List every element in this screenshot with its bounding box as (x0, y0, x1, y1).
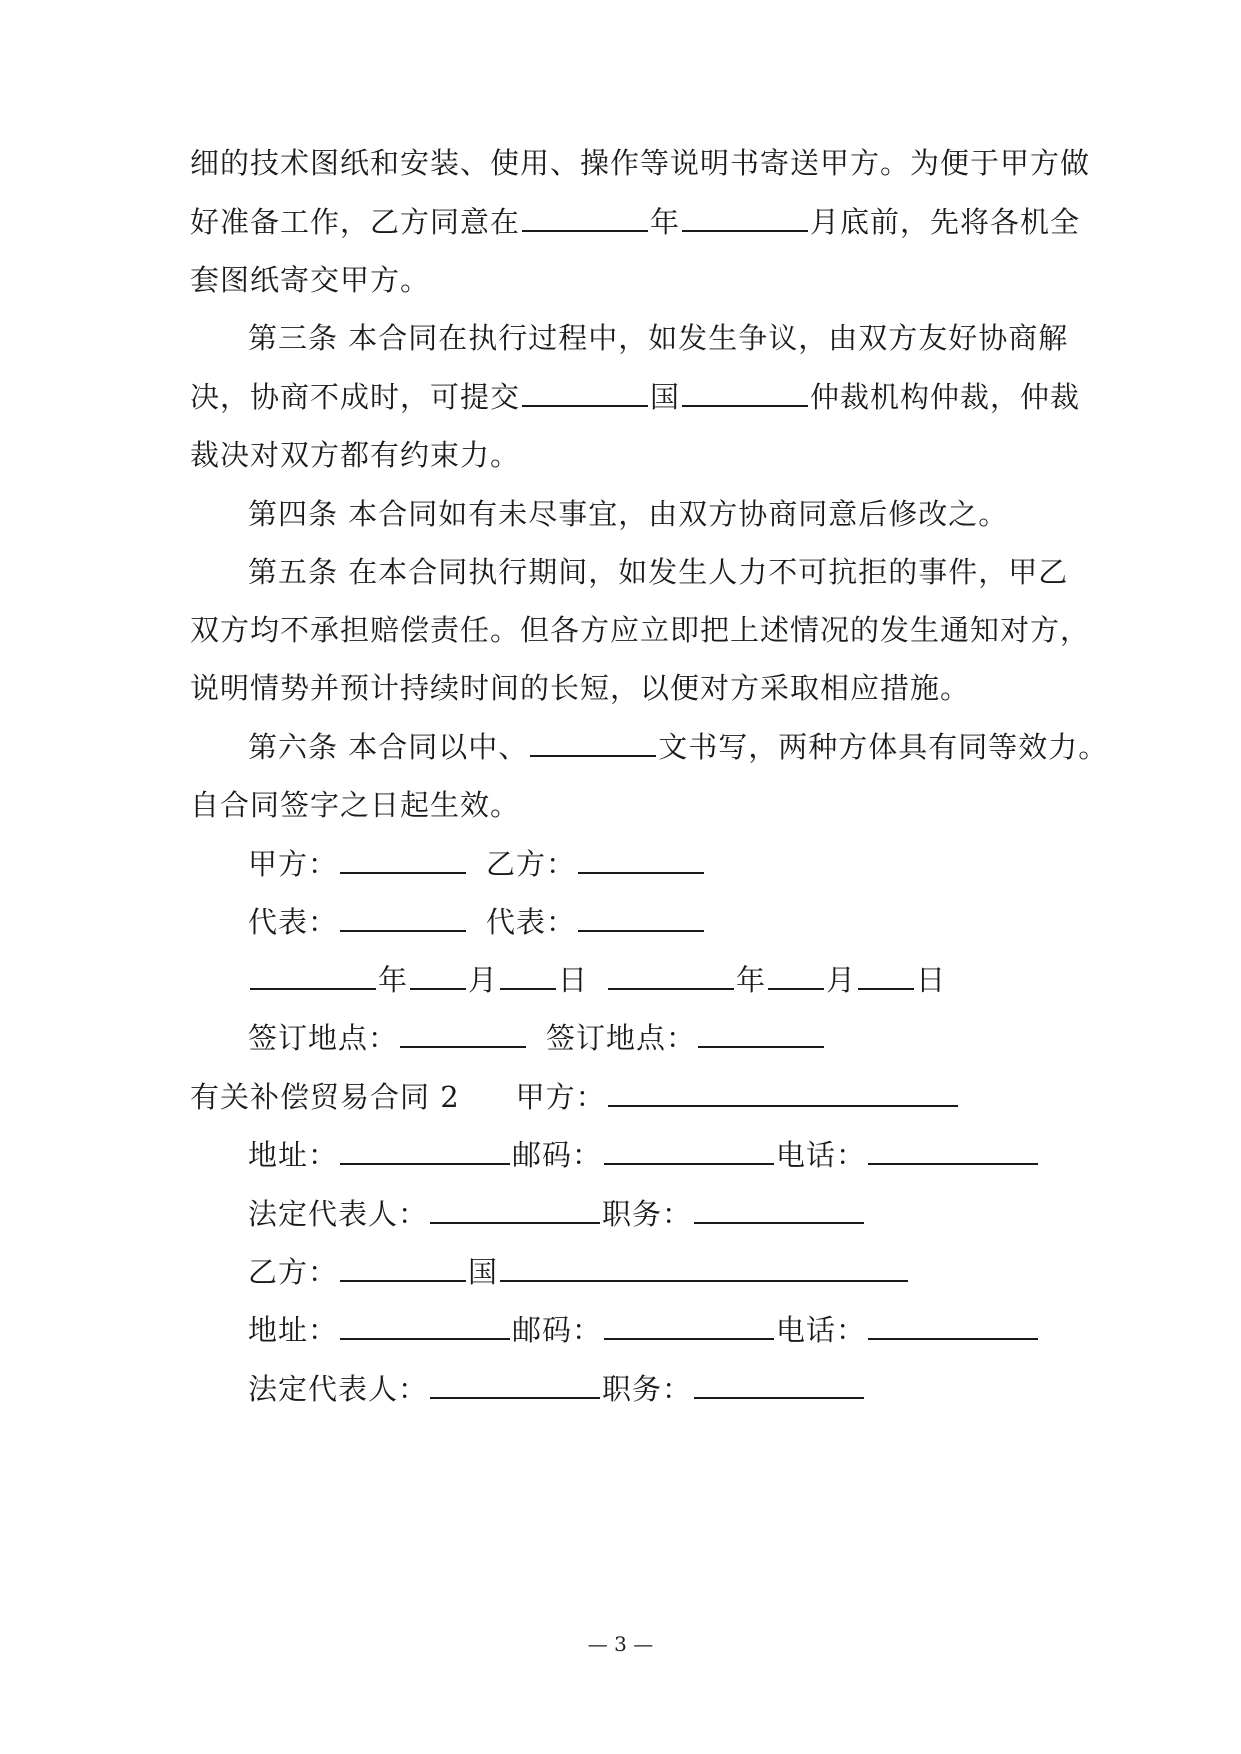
fill-in-blank (868, 1312, 1038, 1340)
article-four-text: 第四条 本合同如有未尽事宜，由双方协商同意后修改之。 (248, 497, 1009, 531)
fill-in-blank (410, 962, 466, 990)
fill-in-blank (250, 962, 376, 990)
text-line (190, 202, 1080, 242)
paragraph-text: 自合同签字之日起生效。 (190, 788, 521, 822)
fill-in-blank (608, 962, 734, 990)
contract2-title-line (190, 1077, 960, 1117)
day-label: 日 (916, 963, 947, 997)
text-line (190, 143, 1090, 183)
signature-date-line (248, 960, 946, 1000)
paragraph-text: 好准备工作，乙方同意在 (190, 205, 521, 239)
position-label: 职务： (602, 1372, 693, 1406)
paragraph-text: 决，协商不成时，可提交 (190, 380, 521, 414)
text-line (248, 494, 1008, 534)
country-label: 国 (468, 1255, 499, 1289)
text-line (190, 668, 970, 708)
paragraph-text: 国 (650, 380, 681, 414)
party-b-label: 乙方： (486, 847, 577, 881)
contract-title: 有关补偿贸易合同 2 (190, 1080, 460, 1114)
party-b-rep-line (248, 1369, 866, 1409)
text-line (248, 552, 1068, 592)
party-b-address-line (248, 1310, 1040, 1350)
paragraph-text: 套图纸寄交甲方。 (190, 263, 431, 297)
year-label: 年 (736, 963, 767, 997)
paragraph-text: 说明情势并预计持续时间的长短，以便对方采取相应措施。 (190, 671, 971, 705)
rep-label: 代表： (486, 905, 577, 939)
signature-rep-line (248, 902, 706, 942)
party-b-label: 乙方： (248, 1255, 339, 1289)
fill-in-blank (868, 1137, 1038, 1165)
fill-in-blank (340, 846, 466, 874)
fill-in-blank (340, 1312, 510, 1340)
fill-in-blank (694, 1371, 864, 1399)
fill-in-blank (340, 1137, 510, 1165)
party-a-address-line (248, 1135, 1040, 1175)
fill-in-blank (500, 962, 556, 990)
text-line (190, 377, 1080, 417)
article-three-text: 第三条 本合同在执行过程中，如发生争议，由双方友好协商解 (248, 321, 1069, 355)
place-label: 签订地点： (248, 1021, 399, 1055)
party-b-line (248, 1252, 910, 1292)
address-label: 地址： (248, 1313, 339, 1347)
paragraph-text: 月底前，先将各机全 (810, 205, 1081, 239)
text-line (190, 260, 430, 300)
phone-label: 电话： (776, 1313, 867, 1347)
fill-in-blank (698, 1020, 824, 1048)
postcode-label: 邮码： (512, 1313, 603, 1347)
fill-in-blank (604, 1137, 774, 1165)
fill-in-blank (500, 1254, 908, 1282)
fill-in-blank (578, 904, 704, 932)
fill-in-blank (682, 379, 808, 407)
text-line (190, 610, 1090, 650)
party-a-rep-line (248, 1194, 866, 1234)
fill-in-blank (530, 729, 656, 757)
fill-in-blank (522, 204, 648, 232)
fill-in-blank (578, 846, 704, 874)
fill-in-blank (858, 962, 914, 990)
rep-label: 代表： (248, 905, 339, 939)
text-line (248, 318, 1068, 358)
legal-rep-label: 法定代表人： (248, 1197, 429, 1231)
paragraph-text: 文书写，两种方体具有同等效力。 (658, 730, 1109, 764)
party-a-label: 甲方： (515, 1080, 606, 1114)
paragraph-text: 仲裁机构仲裁，仲裁 (810, 380, 1081, 414)
fill-in-blank (694, 1196, 864, 1224)
place-label: 签订地点： (546, 1021, 697, 1055)
fill-in-blank (430, 1371, 600, 1399)
paragraph-text: 裁决对双方都有约束力。 (190, 438, 521, 472)
position-label: 职务： (602, 1197, 693, 1231)
page-number: — 3 — (587, 1632, 654, 1656)
day-label: 日 (558, 963, 589, 997)
signature-party-line (248, 844, 706, 884)
postcode-label: 邮码： (512, 1138, 603, 1172)
month-label: 月 (826, 963, 857, 997)
fill-in-blank (682, 204, 808, 232)
article-six-text: 第六条 本合同以中、 (248, 730, 529, 764)
fill-in-blank (400, 1020, 526, 1048)
legal-rep-label: 法定代表人： (248, 1372, 429, 1406)
fill-in-blank (604, 1312, 774, 1340)
article-five-text: 第五条 在本合同执行期间，如发生人力不可抗拒的事件，甲乙 (248, 555, 1069, 589)
year-label: 年 (378, 963, 409, 997)
fill-in-blank (340, 1254, 466, 1282)
text-line (190, 785, 520, 825)
text-line (190, 435, 520, 475)
party-a-label: 甲方： (248, 847, 339, 881)
paragraph-text: 细的技术图纸和安装、使用、操作等说明书寄送甲方。为便于甲方做 (190, 146, 1091, 180)
month-label: 月 (468, 963, 499, 997)
fill-in-blank (522, 379, 648, 407)
paragraph-text: 双方均不承担赔偿责任。但各方应立即把上述情况的发生通知对方， (190, 613, 1091, 647)
phone-label: 电话： (776, 1138, 867, 1172)
text-line (248, 727, 1108, 767)
fill-in-blank (340, 904, 466, 932)
fill-in-blank (430, 1196, 600, 1224)
paragraph-text: 年 (650, 205, 681, 239)
fill-in-blank (608, 1079, 958, 1107)
fill-in-blank (768, 962, 824, 990)
signature-place-line (248, 1018, 826, 1058)
address-label: 地址： (248, 1138, 339, 1172)
